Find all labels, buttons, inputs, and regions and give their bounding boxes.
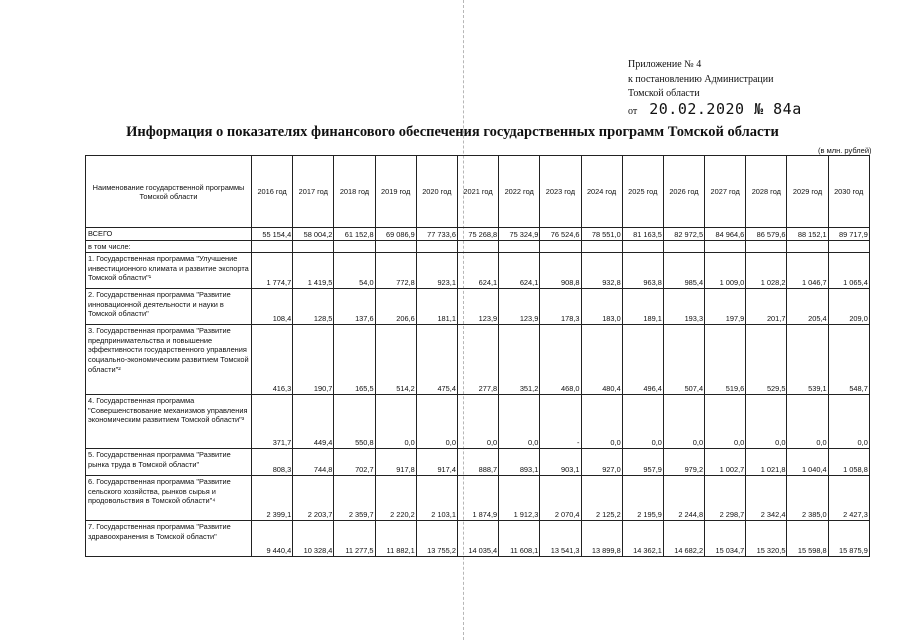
value-cell: 108,4	[252, 289, 293, 325]
value-cell: 78 551,0	[581, 228, 622, 241]
value-cell	[787, 240, 828, 253]
value-cell: 917,8	[375, 449, 416, 476]
value-cell: 15 034,7	[705, 521, 746, 557]
year-header: 2018 год	[334, 156, 375, 228]
table-row	[86, 228, 870, 241]
table-row	[86, 325, 870, 395]
value-cell: 84 964,6	[705, 228, 746, 241]
value-cell: 11 277,5	[334, 521, 375, 557]
value-cell: 0,0	[375, 395, 416, 449]
value-cell: 548,7	[828, 325, 869, 395]
resolution-date-number: 20.02.2020 № 84а	[649, 99, 802, 118]
value-cell: 0,0	[663, 395, 704, 449]
value-cell: 480,4	[581, 325, 622, 395]
program-name-cell: 7. Государственная программа "Развитие здравоохранения в Томской области"	[86, 521, 252, 557]
value-cell	[416, 240, 457, 253]
value-cell: 61 152,8	[334, 228, 375, 241]
value-cell: 2 125,2	[581, 476, 622, 521]
value-cell	[293, 240, 334, 253]
value-cell: 2 220,2	[375, 476, 416, 521]
value-cell: 0,0	[499, 395, 540, 449]
value-cell: 507,4	[663, 325, 704, 395]
year-header: 2026 год	[663, 156, 704, 228]
table-row	[86, 395, 870, 449]
year-header: 2028 год	[746, 156, 787, 228]
value-cell: 209,0	[828, 289, 869, 325]
value-cell: 519,6	[705, 325, 746, 395]
value-cell: 923,1	[416, 253, 457, 289]
value-cell: 908,8	[540, 253, 581, 289]
value-cell: 2 298,7	[705, 476, 746, 521]
table-row	[86, 476, 870, 521]
value-cell: 82 972,5	[663, 228, 704, 241]
value-cell: 2 399,1	[252, 476, 293, 521]
date-prefix: от	[628, 105, 638, 117]
value-cell: 957,9	[622, 449, 663, 476]
value-cell: 0,0	[416, 395, 457, 449]
value-cell: 624,1	[499, 253, 540, 289]
value-cell: 58 004,2	[293, 228, 334, 241]
value-cell: 15 598,8	[787, 521, 828, 557]
value-cell	[375, 240, 416, 253]
value-cell: 475,4	[416, 325, 457, 395]
value-cell: 1 040,4	[787, 449, 828, 476]
value-cell	[581, 240, 622, 253]
value-cell: 14 035,4	[457, 521, 498, 557]
value-cell	[705, 240, 746, 253]
value-cell: 75 324,9	[499, 228, 540, 241]
value-cell	[828, 240, 869, 253]
value-cell: 2 342,4	[746, 476, 787, 521]
program-name-cell: 6. Государственная программа "Развитие сельского хозяйства, рынков сырья и продовольствия в Томской области"⁴	[86, 476, 252, 521]
value-cell: 550,8	[334, 395, 375, 449]
value-cell: 0,0	[705, 395, 746, 449]
year-header: 2027 год	[705, 156, 746, 228]
value-cell: 1 065,4	[828, 253, 869, 289]
value-cell: 917,4	[416, 449, 457, 476]
year-header: 2019 год	[375, 156, 416, 228]
value-cell: 514,2	[375, 325, 416, 395]
value-cell: 123,9	[457, 289, 498, 325]
year-header: 2017 год	[293, 156, 334, 228]
value-cell	[540, 240, 581, 253]
table-row	[86, 449, 870, 476]
value-cell: 0,0	[787, 395, 828, 449]
year-header: 2016 год	[252, 156, 293, 228]
value-cell: 468,0	[540, 325, 581, 395]
value-cell: 2 244,8	[663, 476, 704, 521]
year-header: 2025 год	[622, 156, 663, 228]
value-cell: 963,8	[622, 253, 663, 289]
value-cell: 10 328,4	[293, 521, 334, 557]
value-cell: 190,7	[293, 325, 334, 395]
value-cell: 624,1	[457, 253, 498, 289]
value-cell: 128,5	[293, 289, 334, 325]
document-title: Информация о показателях финансового обеспечения государственных программ Томской области	[126, 124, 779, 140]
value-cell	[252, 240, 293, 253]
value-cell: 201,7	[746, 289, 787, 325]
value-cell: 88 152,1	[787, 228, 828, 241]
value-cell: 985,4	[663, 253, 704, 289]
value-cell: 702,7	[334, 449, 375, 476]
value-cell: 69 086,9	[375, 228, 416, 241]
value-cell: 772,8	[375, 253, 416, 289]
program-name-cell: 3. Государственная программа "Развитие предпринимательства и повышение эффективности государственного управления социально-экономическим развитием Томской области"²	[86, 325, 252, 395]
value-cell: 205,4	[787, 289, 828, 325]
appendix-line-3: Томской области	[628, 88, 700, 99]
program-name-header: Наименование государственной программы Томской области	[86, 156, 252, 228]
units-note: (в млн. рублей)	[818, 146, 872, 155]
value-cell: 539,1	[787, 325, 828, 395]
value-cell: 77 733,6	[416, 228, 457, 241]
value-cell	[746, 240, 787, 253]
value-cell: 449,4	[293, 395, 334, 449]
value-cell: 165,5	[334, 325, 375, 395]
value-cell: 277,8	[457, 325, 498, 395]
value-cell: 808,3	[252, 449, 293, 476]
value-cell: 76 524,6	[540, 228, 581, 241]
value-cell: 496,4	[622, 325, 663, 395]
year-header: 2021 год	[457, 156, 498, 228]
value-cell: 529,5	[746, 325, 787, 395]
table-row	[86, 521, 870, 557]
year-header: 2020 год	[416, 156, 457, 228]
value-cell: 1 874,9	[457, 476, 498, 521]
value-cell: 75 268,8	[457, 228, 498, 241]
program-name-cell: 4. Государственная программа "Совершенствование механизмов управления экономическим развитием Томской области"³	[86, 395, 252, 449]
value-cell: 979,2	[663, 449, 704, 476]
financing-table	[85, 155, 870, 557]
value-cell: 0,0	[581, 395, 622, 449]
value-cell: 2 195,9	[622, 476, 663, 521]
value-cell: 2 427,3	[828, 476, 869, 521]
value-cell	[457, 240, 498, 253]
value-cell: 1 058,8	[828, 449, 869, 476]
value-cell: 416,3	[252, 325, 293, 395]
value-cell: 351,2	[499, 325, 540, 395]
year-header: 2030 год	[828, 156, 869, 228]
value-cell	[622, 240, 663, 253]
value-cell: 1 009,0	[705, 253, 746, 289]
value-cell: 11 882,1	[375, 521, 416, 557]
value-cell: 927,0	[581, 449, 622, 476]
appendix-date-line	[628, 99, 802, 120]
value-cell: 2 385,0	[787, 476, 828, 521]
value-cell: 123,9	[499, 289, 540, 325]
program-name-cell: в том числе:	[86, 240, 252, 253]
value-cell: 178,3	[540, 289, 581, 325]
table-body	[86, 228, 870, 557]
program-name-cell: 5. Государственная программа "Развитие рынка труда в Томской области"	[86, 449, 252, 476]
year-header: 2022 год	[499, 156, 540, 228]
value-cell: 54,0	[334, 253, 375, 289]
appendix-block	[628, 58, 802, 119]
value-cell: 137,6	[334, 289, 375, 325]
program-name-cell: 1. Государственная программа "Улучшение инвестиционного климата и развитие экспорта Томской области"¹	[86, 253, 252, 289]
value-cell: 189,1	[622, 289, 663, 325]
value-cell	[334, 240, 375, 253]
value-cell	[663, 240, 704, 253]
value-cell: 11 608,1	[499, 521, 540, 557]
value-cell: -	[540, 395, 581, 449]
value-cell: 183,0	[581, 289, 622, 325]
value-cell: 893,1	[499, 449, 540, 476]
value-cell: 932,8	[581, 253, 622, 289]
value-cell: 2 203,7	[293, 476, 334, 521]
year-header: 2023 год	[540, 156, 581, 228]
value-cell: 15 875,9	[828, 521, 869, 557]
value-cell: 1 002,7	[705, 449, 746, 476]
value-cell: 1 912,3	[499, 476, 540, 521]
value-cell: 81 163,5	[622, 228, 663, 241]
value-cell: 1 021,8	[746, 449, 787, 476]
value-cell: 1 028,2	[746, 253, 787, 289]
value-cell: 55 154,4	[252, 228, 293, 241]
appendix-line-2: к постановлению Администрации	[628, 73, 774, 85]
value-cell: 888,7	[457, 449, 498, 476]
value-cell: 2 103,1	[416, 476, 457, 521]
value-cell: 13 899,8	[581, 521, 622, 557]
appendix-line-1: Приложение № 4	[628, 59, 702, 70]
value-cell: 14 682,2	[663, 521, 704, 557]
value-cell: 206,6	[375, 289, 416, 325]
value-cell: 2 359,7	[334, 476, 375, 521]
value-cell	[499, 240, 540, 253]
value-cell: 86 579,6	[746, 228, 787, 241]
value-cell: 2 070,4	[540, 476, 581, 521]
value-cell: 1 774,7	[252, 253, 293, 289]
table-row	[86, 289, 870, 325]
year-header: 2029 год	[787, 156, 828, 228]
value-cell: 0,0	[622, 395, 663, 449]
table-row	[86, 240, 870, 253]
value-cell: 9 440,4	[252, 521, 293, 557]
value-cell: 14 362,1	[622, 521, 663, 557]
value-cell: 371,7	[252, 395, 293, 449]
program-name-cell: ВСЕГО	[86, 228, 252, 241]
value-cell: 0,0	[457, 395, 498, 449]
program-name-cell: 2. Государственная программа "Развитие инновационной деятельности и науки в Томской области"	[86, 289, 252, 325]
year-header: 2024 год	[581, 156, 622, 228]
value-cell: 1 419,5	[293, 253, 334, 289]
value-cell: 0,0	[828, 395, 869, 449]
value-cell: 197,9	[705, 289, 746, 325]
value-cell: 13 755,2	[416, 521, 457, 557]
value-cell: 903,1	[540, 449, 581, 476]
value-cell: 744,8	[293, 449, 334, 476]
value-cell: 1 046,7	[787, 253, 828, 289]
value-cell: 0,0	[746, 395, 787, 449]
table-row	[86, 253, 870, 289]
value-cell: 15 320,5	[746, 521, 787, 557]
value-cell: 89 717,9	[828, 228, 869, 241]
value-cell: 181,1	[416, 289, 457, 325]
value-cell: 193,3	[663, 289, 704, 325]
table-header-row	[86, 156, 870, 228]
value-cell: 13 541,3	[540, 521, 581, 557]
